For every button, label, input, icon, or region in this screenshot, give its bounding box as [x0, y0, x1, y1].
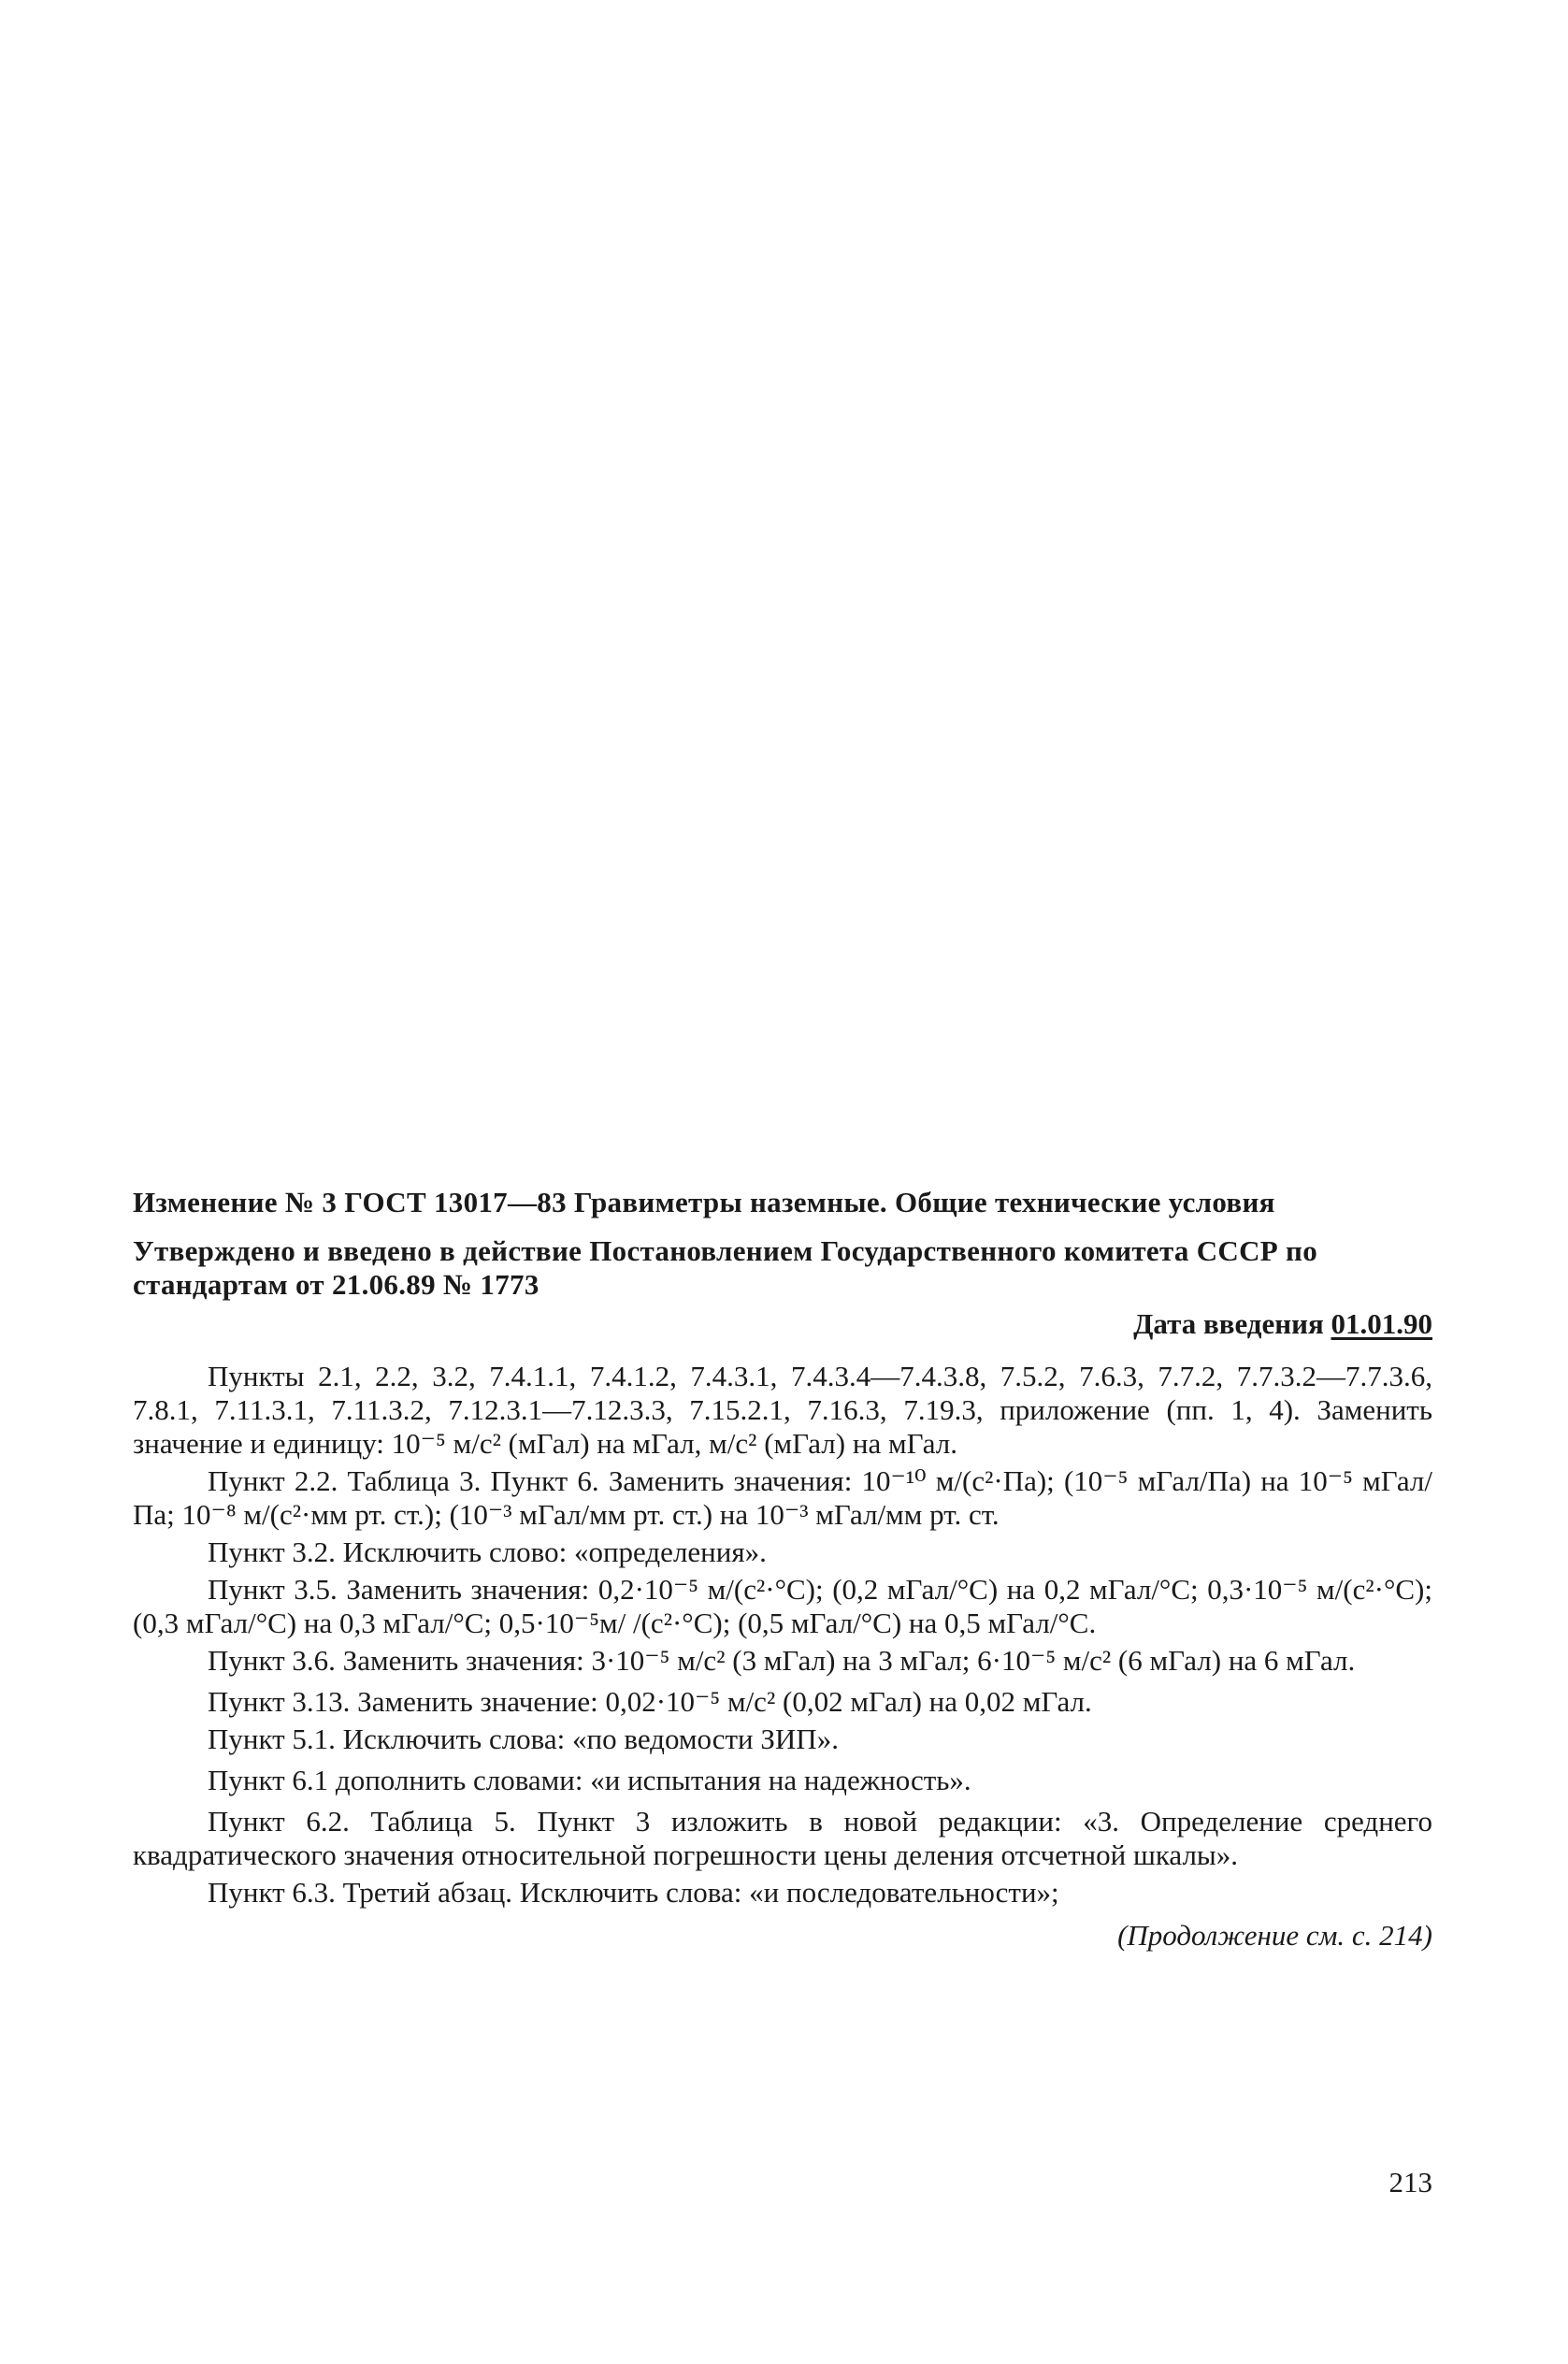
effective-date-label: Дата введения	[1133, 1307, 1324, 1340]
document-body	[133, 1360, 1432, 1910]
document-content	[133, 1186, 1432, 1953]
paragraph: Пункт 3.13. Заменить значение: 0,02·10⁻⁵ м/с² (0,02 мГал) на 0,02 мГал.	[208, 1685, 1092, 1718]
paragraph: Пункты 2.1, 2.2, 3.2, 7.4.1.1, 7.4.1.2, 7.4.3.1, 7.4.3.4—7.4.3.8, 7.5.2, 7.6.3, 7.7.2, 7.7.3.2—7.7.3.6, 7.8.1, 7.11.3.1, 7.11.3.2, 7.12.3.1—7.12.3.3, 7.15.2.1, 7.16.3, 7.19.3, приложение (пп. 1, 4). Заменить значение и единицу: 10⁻⁵ м/с² (мГал) на мГал, м/с² (мГал) на мГал.	[133, 1360, 1432, 1460]
paragraph: Пункт 6.3. Третий абзац. Исключить слова: «и последовательности»;	[208, 1876, 1059, 1909]
paragraph: Пункт 6.2. Таблица 5. Пункт 3 изложить в новой редакции: «3. Определение среднего квадратического значения относительной погрешности цены деления отсчетной шкалы».	[133, 1805, 1432, 1871]
page-number: 213	[1388, 2166, 1432, 2198]
paragraph: Пункт 3.6. Заменить значения: 3·10⁻⁵ м/с² (3 мГал) на 3 мГал; 6·10⁻⁵ м/с² (6 мГал) на 6 мГал.	[208, 1644, 1356, 1677]
continuation-note: (Продолжение см. с. 214)	[1117, 1919, 1432, 1952]
paragraph: Пункт 3.2. Исключить слово: «определения».	[208, 1535, 767, 1568]
paragraph: Пункт 2.2. Таблица 3. Пункт 6. Заменить значения: 10⁻¹⁰ м/(с²·Па); (10⁻⁵ мГал/Па) на 10⁻⁵ мГал/Па; 10⁻⁸ м/(с²·мм рт. ст.); (10⁻³ мГал/мм рт. ст.) на 10⁻³ мГал/мм рт. ст.	[133, 1464, 1432, 1531]
effective-date-value: 01.01.90	[1331, 1307, 1432, 1340]
effective-date-line	[133, 1307, 1432, 1341]
paragraph: Пункт 5.1. Исключить слова: «по ведомости ЗИП».	[208, 1723, 839, 1755]
approval-statement: Утверждено и введено в действие Постановлением Государственного комитета СССР по стандартам от 21.06.89 № 1773	[133, 1234, 1318, 1301]
paragraph: Пункт 3.5. Заменить значения: 0,2·10⁻⁵ м/(с²·°С); (0,2 мГал/°С) на 0,2 мГал/°С; 0,3·10⁻⁵ м/(с²·°С); (0,3 мГал/°С) на 0,3 мГал/°С; 0,5·10⁻⁵м/ /(с²·°С); (0,5 мГал/°С) на 0,5 мГал/°С.	[133, 1573, 1432, 1639]
amendment-title: Изменение № 3 ГОСТ 13017—83 Гравиметры наземные. Общие технические условия	[133, 1186, 1275, 1218]
paragraph: Пункт 6.1 дополнить словами: «и испытания на надежность».	[208, 1764, 971, 1796]
